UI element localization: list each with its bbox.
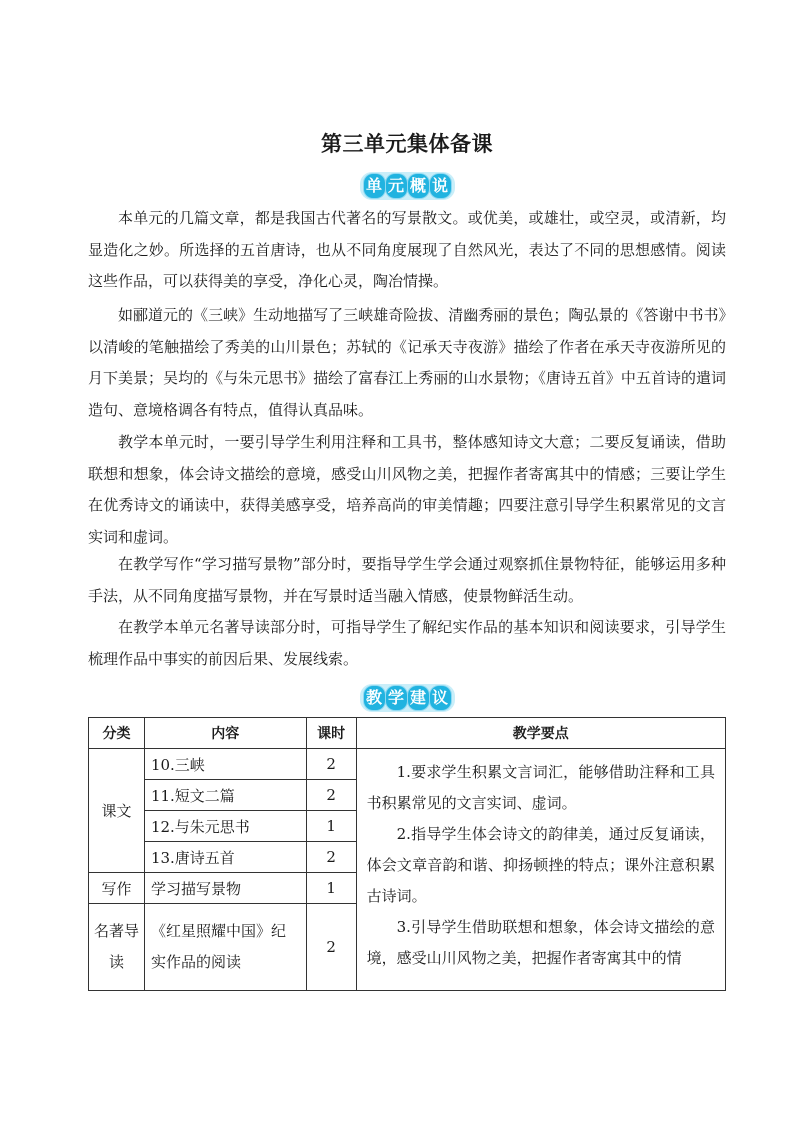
header-hours: 课时 [306, 718, 356, 749]
content-cell: 《红星照耀中国》纪实作品的阅读 [144, 904, 306, 991]
badge-wrap [360, 172, 455, 200]
hours-cell: 2 [306, 904, 356, 991]
badge-char: 学 [386, 686, 407, 710]
paragraph-5: 在教学本单元名著导读部分时，可指导学生了解纪实作品的基本知识和阅读要求，引导学生梳理作品中事实的前因后果、发展线索。 [88, 618, 726, 668]
header-category: 分类 [89, 718, 145, 749]
header-points: 教学要点 [356, 718, 725, 749]
badge-char: 说 [430, 174, 451, 198]
key-points-cell [356, 749, 725, 991]
paragraph-1: 本单元的几篇文章，都是我国古代著名的写景散文。或优美，或雄壮，或空灵，或清新，均显造化之妙。所选择的五首唐诗，也从不同角度展现了自然风光，表达了不同的思想感情。阅读这些作品，可以获得美的享受，净化心灵，陶冶情操。 [88, 209, 726, 290]
paragraph-4: 在教学写作“学习描写景物”部分时，要指导学生学会通过观察抓住景物特征，能够运用多种手法，从不同角度描写景物，并在写景时适当融入情感，使景物鲜活生动。 [88, 555, 726, 605]
content-cell: 学习描写景物 [144, 873, 306, 904]
hours-cell: 1 [306, 811, 356, 842]
badge-char: 单 [364, 174, 385, 198]
hours-cell: 1 [306, 873, 356, 904]
table-header-row [89, 718, 726, 749]
badge-wrap [360, 684, 455, 712]
paragraph-3: 教学本单元时，一要引导学生利用注释和工具书，整体感知诗文大意；二要反复诵读，借助联想和想象，体会诗文描绘的意境，感受山川风物之美，把握作者寄寓其中的情感；三要让学生在优秀诗文的诵读中，获得美感享受，培养高尚的审美情趣；四要注意引导学生积累常见的文言实词和虚词。 [88, 433, 726, 546]
badge-char: 议 [430, 686, 451, 710]
paragraph-2: 如郦道元的《三峡》生动地描写了三峡雄奇险拔、清幽秀丽的景色；陶弘景的《答谢中书书》以清峻的笔触描绘了秀美的山川景色；苏轼的《记承天寺夜游》描绘了作者在承天寺夜游所见的月下美景；吴均的《与朱元思书》描绘了富春江上秀丽的山水景物；《唐诗五首》中五首诗的遣词造句、意境格调各有特点，值得认真品味。 [88, 306, 726, 419]
badge-char: 教 [364, 686, 385, 710]
category-cell: 课文 [89, 749, 145, 873]
badge-char: 概 [408, 174, 429, 198]
header-content: 内容 [144, 718, 306, 749]
section-heading-teaching-suggestions [88, 684, 726, 712]
category-cell: 写作 [89, 873, 145, 904]
key-point: 3.引导学生借助联想和想象，体会诗文描绘的意境，感受山川风物之美，把握作者寄寓其中的情 [366, 918, 715, 967]
content-cell: 10.三峡 [144, 749, 306, 780]
hours-cell: 2 [306, 780, 356, 811]
content-cell: 12.与朱元思书 [144, 811, 306, 842]
content-cell: 11.短文二篇 [144, 780, 306, 811]
badge-char: 元 [386, 174, 407, 198]
table-row [89, 749, 726, 780]
category-cell: 名著导读 [89, 904, 145, 991]
section-heading-unit-overview [88, 172, 726, 200]
content-cell: 13.唐诗五首 [144, 842, 306, 873]
key-point: 1.要求学生积累文言词汇，能够借助注释和工具书积累常见的文言实词、虚词。 [366, 763, 715, 812]
hours-cell: 2 [306, 749, 356, 780]
page-title: 第三单元集体备课 [321, 132, 493, 156]
key-point: 2.指导学生体会诗文的韵律美，通过反复诵读，体会文章音韵和谐、抑扬顿挫的特点；课外注意积累古诗词。 [366, 825, 715, 905]
badge-char: 建 [408, 686, 429, 710]
hours-cell: 2 [306, 842, 356, 873]
teaching-plan-table [88, 717, 726, 991]
